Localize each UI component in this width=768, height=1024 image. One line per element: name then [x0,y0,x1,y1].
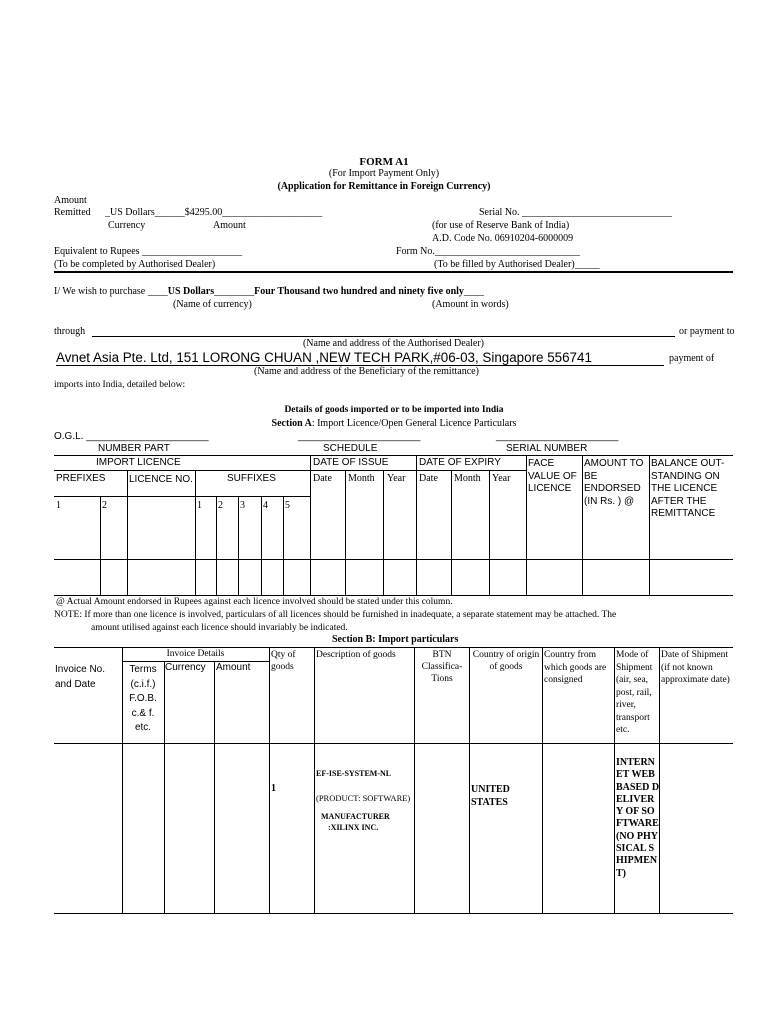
remitted-label: Remitted [54,207,91,218]
table-b-headrow [54,743,733,744]
section-a-title [0,419,768,429]
divider [54,271,733,273]
note-line-1: NOTE: If more than one licence is involved, particulars of all licences should be furnished in inadequate, a separate statement may be attached. The [54,610,617,620]
table-a-bottom [54,595,733,596]
table-a-vline [216,496,217,596]
serial-blank[interactable]: ______________________ [496,431,619,442]
import-licence-header: IMPORT LICENCE [96,457,181,468]
face-value-header: FACE VALUE OF LICENCE [528,458,577,494]
prefixes-header: PREFIXES [56,473,106,484]
licence-no-header: LICENCE NO. [129,474,193,485]
btn-header: BTN Classifica-Tions [421,650,463,684]
date-of-issue-header: DATE OF ISSUE [313,457,389,468]
rbi-note: (for use of Reserve Bank of India) [432,220,570,231]
completed-note: (To be completed by Authorised Dealer) [54,259,216,270]
number-part-label: NUMBER PART [98,443,170,454]
table-a-vline [383,470,384,596]
row-desc-manufacturer[interactable]: MANUFACTURER [321,812,390,821]
serial-number-label: SERIAL NUMBER [506,443,588,454]
row-desc-manufacturer-name[interactable]: :XILINX INC. [328,823,379,832]
table-b-vline [414,647,415,914]
currency-caption: Currency [108,220,146,231]
currency-name-caption: (Name of currency) [173,299,252,310]
actual-amount-note: @ Actual Amount endorsed in Rupees against each licence involved should be stated under this column. [56,597,453,607]
table-b-vline [314,647,315,914]
beneficiary-caption: (Name and address of the Beneficiary of the remittance) [254,366,479,377]
payment-to-label: or payment to [679,326,735,337]
table-b-vline [614,647,615,914]
row-mode[interactable]: INTERNET WEB BASED DELIVERY OF SOFTWARE (NO PHYSICAL SHIPMENT) [616,757,660,879]
row-origin[interactable]: UNITED STATES [471,784,510,808]
equivalent-rupees-field[interactable]: Equivalent to Rupees ____________________ [54,246,243,257]
form-subtitle: (For Import Payment Only) [328,168,440,179]
expiry-year-col: Year [492,473,511,484]
row-desc-code[interactable]: EF-ISE-SYSTEM-NL [316,769,392,778]
filled-note: (To be filled by Authorised Dealer)_____ [434,259,600,270]
prefix-1: 1 [56,500,61,511]
invoice-no-header: Invoice No. and Date [55,664,106,690]
table-b-vline [542,647,543,914]
dealer-blank-line [92,336,675,337]
qty-header: Qty of goods [271,650,296,672]
amount-caption: Amount [213,220,246,231]
payment-of-label: payment of [669,353,715,364]
table-b-vline [269,647,270,914]
section-a-rest: : Import Licence/Open General Licence Particulars [311,418,517,429]
mode-header: Mode of Shipment (air, sea, post, rail, river, transport etc. [616,650,653,735]
purchase-line [54,287,484,297]
balance-header: BALANCE OUT-STANDING ON THE LICENCE AFTER THE REMITTANCE [651,458,725,519]
country-from-header: Country from which goods are consigned [544,650,607,685]
table-a-vline [345,470,346,596]
expiry-month-col: Month [454,473,481,484]
table-a-row3 [54,559,733,560]
suffix-4: 4 [263,500,268,511]
date-of-expiry-header: DATE OF EXPIRY [419,457,501,468]
purchase-amount-words[interactable]: Four Thousand two hundred and ninety five only [254,286,464,297]
issue-year-col: Year [387,473,406,484]
description-header: Description of goods [316,650,396,660]
table-a-vline [195,470,196,596]
serial-no-field[interactable]: Serial No. ______________________________ [479,207,673,218]
imports-text: imports into India, detailed below: [54,380,186,390]
date-shipment-header: Date of Shipment (if not known approximate date) [661,650,730,685]
table-a-vline [238,496,239,596]
through-label: through [54,326,86,337]
ad-code: A.D. Code No. 06910204-6000009 [432,233,574,244]
prefix-2: 2 [102,500,107,511]
purchase-blank: ________ [214,286,255,297]
terms-header: Terms (c.i.f.) F.O.B. c.& f. etc. [129,664,157,733]
remitted-currency-amount[interactable]: _US Dollars______$4295.00____________________ [105,207,323,218]
suffix-3: 3 [240,500,245,511]
expiry-date-col: Date [419,473,438,484]
country-origin-header: Country of origin of goods [472,650,540,672]
amount-endorsed-header: AMOUNT TO BE ENDORSED (IN Rs. ) @ [584,458,644,507]
table-b-vline [164,661,165,914]
amount-header: Amount [216,662,251,673]
issue-month-col: Month [348,473,375,484]
table-a-vline [451,470,452,596]
suffix-1: 1 [197,500,202,511]
table-b-top [54,647,733,648]
table-a-vline [489,470,490,596]
suffix-2: 2 [218,500,223,511]
schedule-label: SCHEDULE [323,443,378,454]
table-a-vline [416,455,417,596]
table-a-top [54,455,733,456]
note-line-2: amount utilised against each licence should invariably be indicated. [91,623,348,633]
details-title: Details of goods imported or to be imported into India [284,405,504,415]
ogl-field[interactable]: O.G.L. ______________________ [54,431,209,442]
table-a-vline [310,455,311,596]
beneficiary-name[interactable]: Avnet Asia Pte. Ltd, 151 LORONG CHUAN ,NEW TECH PARK,#06-03, Singapore 556741 [56,350,592,365]
application-title: (Application for Remittance in Foreign Currency) [277,181,491,192]
table-b-vline [214,661,215,914]
table-a-vline [100,496,101,596]
schedule-blank[interactable]: ______________________ [298,431,421,442]
section-a-label: Section A [271,418,312,429]
purchase-prefix: I/ We wish to purchase ____ [54,286,168,297]
amount-words-caption: (Amount in words) [432,299,509,310]
suffix-5: 5 [285,500,290,511]
table-b-vline [469,647,470,914]
invoice-details-header: Invoice Details [166,649,225,659]
row-qty[interactable]: 1 [271,783,276,794]
purchase-currency[interactable]: US Dollars [167,286,215,297]
form-title: FORM A1 [359,156,409,168]
dealer-caption: (Name and address of the Authorised Dealer) [302,338,485,349]
table-b-bottom [54,913,733,914]
currency-header: Currency [165,662,206,673]
table-a-vline [261,496,262,596]
table-a-row2 [54,496,310,497]
table-a-vline [526,455,527,596]
amount-label: Amount [54,195,87,206]
issue-date-col: Date [313,473,332,484]
section-b-title: Section B: Import particulars [332,634,459,645]
purchase-end-blank: ____ [463,286,484,297]
form-no-field[interactable]: Form No._____________________________ [396,246,580,257]
table-a-vline [283,496,284,596]
table-a-row1 [54,470,526,471]
table-a-vline [127,470,128,596]
row-desc-product[interactable]: (PRODUCT: SOFTWARE) [316,793,411,803]
suffixes-header: SUFFIXES [227,473,276,484]
